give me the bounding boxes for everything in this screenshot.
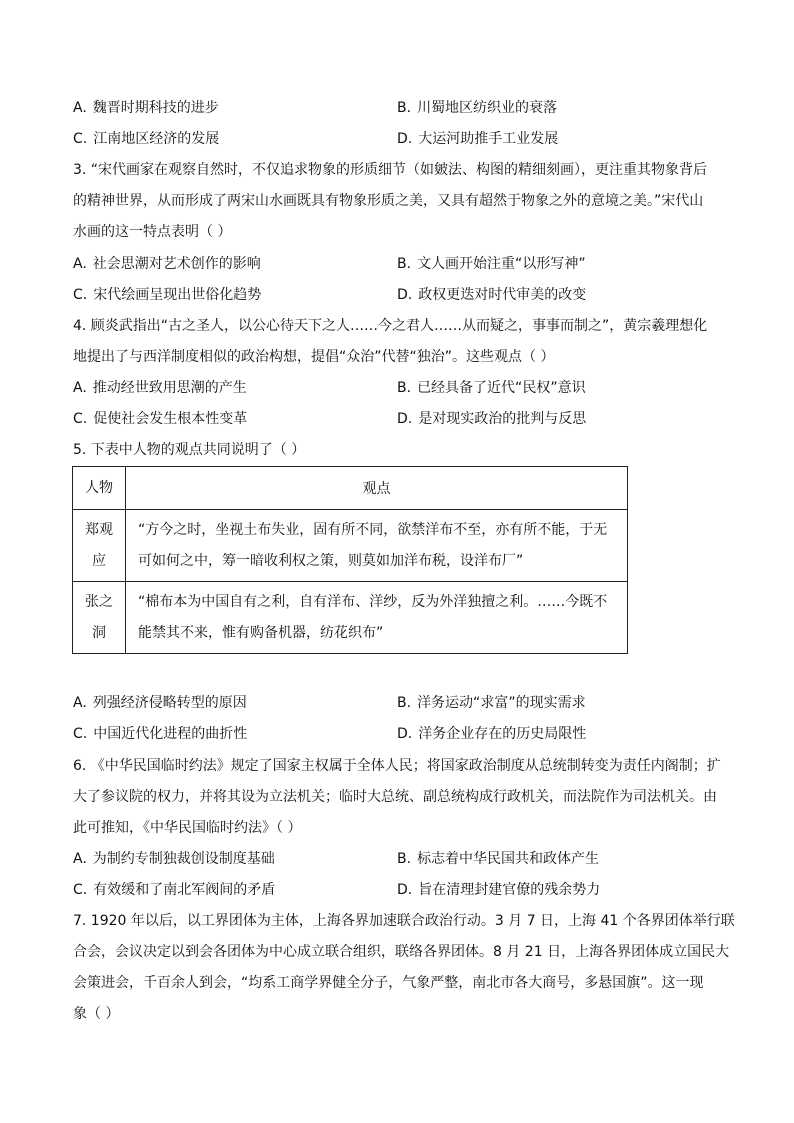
q3-option-c[interactable]: C. 宋代绘画呈现出世俗化趋势 bbox=[73, 287, 262, 303]
q2-option-row-1 bbox=[73, 98, 733, 118]
view-cell: “方今之时，坐视土布失业，固有所不同，欲禁洋布不至，亦有所不能，于无 可如何之中，筹一暗收利权之策，则莫如加洋布税，设洋布厂” bbox=[126, 510, 628, 582]
q7-stem-line-3: 会策进会，千百余人到会，“均系工商学界健全分子，气象严整，南北市各大商号，多悬国旗”。这一现 bbox=[73, 975, 704, 991]
q3-stem-line-2: 的精神世界，从而形成了两宋山水画既具有物象形质之美，又具有超然于物象之外的意境之美。”宋代山 bbox=[73, 193, 704, 209]
q4-stem-line-1: 4. 顾炎武指出“古之圣人，以公心待天下之人……今之君人……从而疑之，事事而制之”，黄宗羲理想化 bbox=[73, 318, 708, 334]
q3-stem-line-3: 水画的这一特点表明（ ） bbox=[73, 224, 232, 240]
table-row bbox=[73, 510, 628, 582]
q3-option-row-2 bbox=[73, 285, 733, 305]
q4-option-b[interactable]: B. 已经具备了近代“民权”意识 bbox=[397, 380, 586, 396]
q6-stem-line-1: 6. 《中华民国临时约法》规定了国家主权属于全体人民；将国家政治制度从总统制转变为责任内阁制；扩 bbox=[73, 758, 721, 774]
q6-option-d[interactable]: D. 旨在清理封建官僚的残余势力 bbox=[397, 882, 601, 898]
q4-option-row-2 bbox=[73, 409, 733, 429]
q5-option-d[interactable]: D. 洋务企业存在的历史局限性 bbox=[397, 726, 587, 742]
q2-option-d[interactable]: D. 大运河助推手工业发展 bbox=[397, 131, 559, 147]
q7-stem-line-2: 合会，会议决定以到会各团体为中心成立联合组织，联络各界团体。8 月 21 日，上海各界团体成立国民大 bbox=[73, 944, 730, 960]
q4-option-d[interactable]: D. 是对现实政治的批判与反思 bbox=[397, 411, 587, 427]
q6-option-row-2 bbox=[73, 880, 733, 900]
q3-option-row-1 bbox=[73, 254, 733, 274]
q2-option-a[interactable]: A. 魏晋时期科技的进步 bbox=[73, 100, 219, 116]
q3-option-d[interactable]: D. 政权更迭对时代审美的改变 bbox=[397, 287, 587, 303]
q5-option-b[interactable]: B. 洋务运动“求富”的现实需求 bbox=[397, 695, 586, 711]
q4-option-a[interactable]: A. 推动经世致用思潮的产生 bbox=[73, 380, 247, 396]
q7-stem-line-4: 象（ ） bbox=[73, 1006, 120, 1022]
q6-option-row-1 bbox=[73, 849, 733, 869]
q6-stem-line-3: 此可推知，《中华民国临时约法》（ ） bbox=[73, 820, 302, 836]
header-person: 人物 bbox=[73, 467, 126, 510]
table-row bbox=[73, 582, 628, 654]
person-cell: 张之 洞 bbox=[73, 582, 126, 654]
q2-option-row-2 bbox=[73, 129, 733, 149]
table-header-row bbox=[73, 467, 628, 510]
q5-option-a[interactable]: A. 列强经济侵略转型的原因 bbox=[73, 695, 247, 711]
q7-stem-line-1: 7. 1920 年以后，以工界团体为主体，上海各界加速联合政治行动。3 月 7 日，上海 41 个各界团体举行联 bbox=[73, 913, 735, 929]
q3-option-a[interactable]: A. 社会思潮对艺术创作的影响 bbox=[73, 256, 261, 272]
q4-option-c[interactable]: C. 促使社会发生根本性变革 bbox=[73, 411, 248, 427]
q5-stem: 5. 下表中人物的观点共同说明了（ ） bbox=[73, 442, 306, 458]
q3-stem-line-1: 3. “宋代画家在观察自然时，不仅追求物象的形质细节（如皴法、构图的精细刻画），更注重其物象背后 bbox=[73, 162, 708, 178]
q6-option-b[interactable]: B. 标志着中华民国共和政体产生 bbox=[397, 851, 600, 867]
viewpoints-table bbox=[72, 466, 628, 654]
q6-option-c[interactable]: C. 有效缓和了南北军阀间的矛盾 bbox=[73, 882, 276, 898]
view-cell: “棉布本为中国自有之利，自有洋布、洋纱，反为外洋独擅之利。……今既不 能禁其不来，惟有购备机器，纺花织布” bbox=[126, 582, 628, 654]
header-view: 观点 bbox=[126, 467, 628, 510]
q4-option-row-1 bbox=[73, 378, 733, 398]
q5-option-row-2 bbox=[73, 724, 733, 744]
q2-option-c[interactable]: C. 江南地区经济的发展 bbox=[73, 131, 220, 147]
q3-option-b[interactable]: B. 文人画开始注重“以形写神” bbox=[397, 256, 586, 272]
q6-option-a[interactable]: A. 为制约专制独裁创设制度基础 bbox=[73, 851, 275, 867]
q5-option-c[interactable]: C. 中国近代化进程的曲折性 bbox=[73, 726, 248, 742]
q2-option-b[interactable]: B. 川蜀地区纺织业的衰落 bbox=[397, 100, 558, 116]
q4-stem-line-2: 地提出了与西洋制度相似的政治构想，提倡“众治”代替“独治”。这些观点（ ） bbox=[73, 349, 555, 365]
q6-stem-line-2: 大了参议院的权力，并将其设为立法机关；临时大总统、副总统构成行政机关，而法院作为司法机关。由 bbox=[73, 789, 717, 805]
person-cell: 郑观 应 bbox=[73, 510, 126, 582]
q5-option-row-1 bbox=[73, 693, 733, 713]
